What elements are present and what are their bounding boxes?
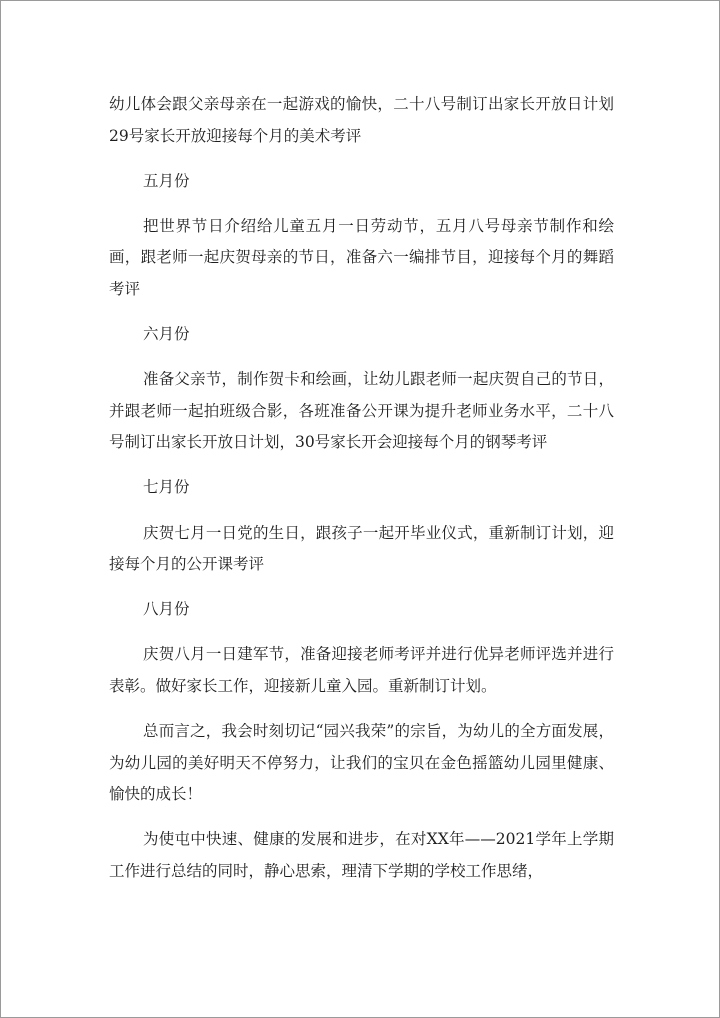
paragraph-summary: 总而言之，我会时刻切记“园兴我荣”的宗旨，为幼儿的全方面发展，为幼儿园的美好明天不停努力，让我们的宝贝在金色摇篮幼儿园里健康、愉快的成长！ xyxy=(109,722,614,804)
heading-july: 七月份 xyxy=(143,478,190,497)
paragraph-july: 庆贺七月一日党的生日，跟孩子一起开毕业仪式，重新制订计划，迎接每个月的公开课考评 xyxy=(109,523,614,574)
paragraph-may: 把世界节日介绍给儿童五月一日劳动节，五月八号母亲节制作和绘画，跟老师一起庆贺母亲的节日，准备六一编排节目，迎接每个月的舞蹈考评 xyxy=(109,216,614,298)
heading-june: 六月份 xyxy=(143,325,190,344)
paragraph-april-end: 幼儿体会跟父亲母亲在一起游戏的愉快，二十八号制订出家长开放日计划29号家长开放迎接每个月的美术考评 xyxy=(109,95,614,145)
document-body xyxy=(109,89,614,901)
heading-august: 八月份 xyxy=(143,600,190,619)
paragraph-june: 准备父亲节，制作贺卡和绘画，让幼儿跟老师一起庆贺自己的节日，并跟老师一起拍班级合影，各班准备公开课为提升老师业务水平，二十八号制订出家长开放日计划，30号家长开会迎接每个月的钢琴考评 xyxy=(109,370,614,452)
heading-may: 五月份 xyxy=(143,171,190,190)
paragraph-next-semester: 为使屯中快速、健康的发展和进步，在对XX年——2021学年上学期工作进行总结的同时，静心思索，理清下学期的学校工作思绪， xyxy=(109,830,614,880)
paragraph-august: 庆贺八月一日建军节，准备迎接老师考评并进行优异老师评选并进行表彰。做好家长工作，迎接新儿童入园。重新制订计划。 xyxy=(109,645,614,695)
